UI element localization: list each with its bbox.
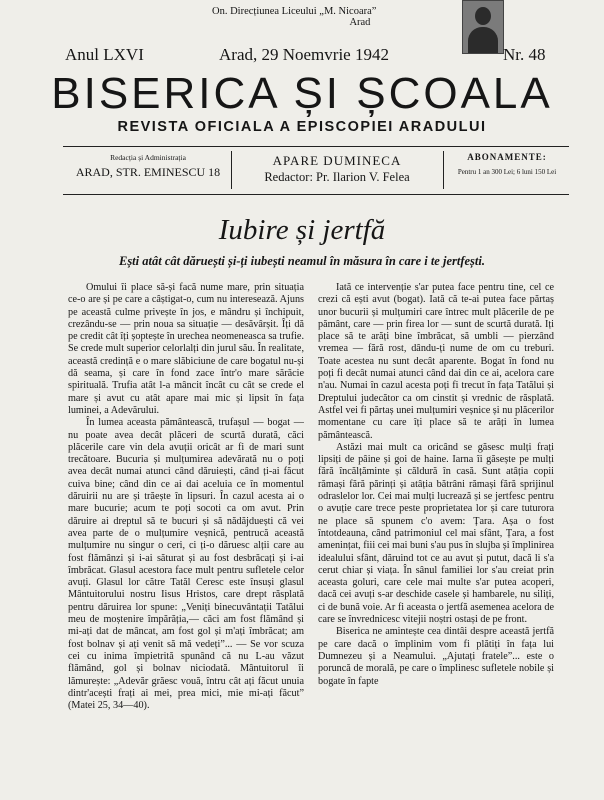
editor-name: Redactor: Pr. Ilarion V. Felea — [264, 170, 410, 184]
issue-year: Anul LXVI — [65, 45, 144, 64]
article-paragraph: În lumea aceasta pământească, trufașul — bogat — nu poate avea decât plăceri de scurtă durată, căci plăcerile care vin dela avuții oricât ar fi de mari sunt trecătoare. Bucuria și mulțumirea adevărată nu o poți avea decât numai atunci când dăruiești, când ți-ai făcut cuiva bine; când din ce ai dai aceluia ce în momentul dăruirii nu are și trăește în lipsuri. În cazul acesta ai o mare bucurie; acum te poți socoti ca om avut. Prin dăruire ai dreptul să te bucuri și să nădăjduești că vei avea parte de o mulțumire veșnică, pentrucă această mulțumire nu singur o ceri, ci ți-o dăruesc alții care au fost flămânzi și i-ai săturat și au fost desbrăcați și i-ai îmbrăcat. Glasul acestora face mult pentru sufletele celor avuți. Glasul lor către Tatăl Ceresc este însuși glasul Mântuitorului nostru Iisus Hristos, care drept răsplată pentru dăruirea lor spune: „Veniți binecuvântații Tatălui meu de moștenire împărăția,— căci am fost flămând și mi-ați dat de mâncat, am fost gol și m'ați îmbrăcat; am fost bolnav și ați venit să mă vedeți”... — Se vor scuza cei cu inima împietrită spunând că nu L-au văzut flămând, gol și bolnav niciodată. Mântuitorul îi lămurește: „Adevăr grăesc vouă, întru cât ați făcut unuia dintr'acești frați ai mei, prea mici, mie mi-ați făcut” (Matei 25, 34—40). — [68, 417, 304, 712]
stamp-line-2: Arad — [349, 17, 371, 28]
stamp-line-1: On. Direcțiunea Liceului „M. Nicoara” — [212, 6, 377, 17]
article-paragraph: Omului îi place să-și facă nume mare, prin situația ce-o are și pe care a câștigat-o, cum nu interesează. Ajuns pe această culme privește în jos, e mândru și închipuit, crezându-se — prin noua sa situație — desăvârșit. Îți dă pe credit cât îți șoptește în urechea neomeneasca sa trufie. Se crede mult superior celorlalți din jurul său. În realitate, această credință e o mare slăbiciune de care bogatul nu-și dă seama, și care în fond zace într'o mare sărăcie spirituală. Trufia atât l-a mâncit încât cu cât se crede el mare și avut cu atât apare mai mic și lipsit în fața luminei, a Adevărului. — [68, 282, 304, 416]
subscription-label: ABONAMENTE: — [467, 152, 547, 162]
article-column-left — [68, 282, 304, 712]
article-paragraph: Astăzi mai mult ca oricând se găsesc mulți frați lipsiți de pâine și goi de haine. Iarna îi găsește pe mulți fără încălțăminte și căldură în casă. Sunt atâția copii rămași fără părinți și atâția bătrâni rămași fără sprijinul odraslelor lor. Cei mai mulți lucrează și se jertfesc pentru o avuție care trece peste proprietatea lor și care tuturora ne place să spunem c'o avem: Țara. Așa o fost întotdeauna, când patrimoniul cel mai sfânt, Țara, a fost amenințat, fiii cei mai buni s'au pus în slujba și împlinirea idealului sfânt, dăruind tot ce au avut și putut, dacă li s'a cerut chiar și viața. În sânul familiei lor s'au creiat prin aceasta goluri, care cele mai multe s'ar putea acoperi, dacă cei avuți s-ar deschide casele și hambarele, nu siliți, ci de bună voie. Ar fi aceasta o jertfă asemenea acelora de care se învrednicesc vitejii noștri ostași de pe front. — [318, 441, 554, 626]
issue-header — [65, 45, 563, 65]
appears-label: APARE DUMINECA — [272, 153, 402, 168]
masthead-title: BISERICA ȘI ȘCOALA — [51, 69, 553, 118]
article-subtitle: Ești atât cât dăruești și-ți iubești neamul în măsura în care i te jertfești. — [118, 254, 485, 268]
administration-address: ARAD, STR. EMINESCU 18 — [75, 165, 221, 179]
administration-label: Redacția și Administrația — [110, 153, 186, 162]
article-column-right — [318, 282, 554, 688]
divider — [231, 151, 232, 189]
portrait-head — [475, 7, 491, 25]
library-stamp — [212, 6, 376, 28]
issue-number: Nr. 48 — [503, 45, 546, 64]
article-title: Iubire și jertfă — [218, 214, 386, 246]
publication-info-box — [63, 146, 569, 195]
article-paragraph: Biserica ne amintește cea dintâi despre această jertfă pe care dacă o împlinim vom fi plătiți în fața lui Dumnezeu și a Neamului. „Ajutați fratele”... este o poruncă de morală, pe care o împlinesc sufletele nobile și bogate în fapte — [318, 626, 554, 687]
masthead-subtitle: REVISTA OFICIALA A EPISCOPIEI ARADULUI — [117, 119, 487, 135]
divider — [443, 151, 444, 189]
subscription-block — [447, 153, 567, 177]
article-paragraph: Iată ce intervenție s'ar putea face pentru tine, cel ce crezi că ești avut (bogat). Iată că te-ai putea face părtaș unor bucurii și mulțumiri care întrec mult plăcerile de pe pământ, care — prin firea lor — sunt de scurtă durată. Iți place să te arăți bine îmbrăcat, să umbli — pierzând vremea — fără rost, dându-ți nume de om cu treburi. Toate acestea nu sunt decât aparente. Bogat în fond nu poți fi decât numai atunci când dai din ce ai, acelora care n'au. Numai în cazul acesta poți fi trecut în fața Tatălui și Dreptului judecător ca om cinstit și vrednic de răsplată. Astfel vei fi părtaș unei mulțumiri veșnice și nu plăcerilor momentane cu care îți place să te arăți în lumea pământească. — [318, 282, 554, 441]
administration-block — [69, 153, 227, 180]
subscription-prices: Pentru 1 an 300 Lei; 6 luni 150 Lei — [457, 168, 557, 176]
issue-date: Arad, 29 Noemvrie 1942 — [219, 45, 389, 64]
editorial-block — [237, 153, 437, 185]
